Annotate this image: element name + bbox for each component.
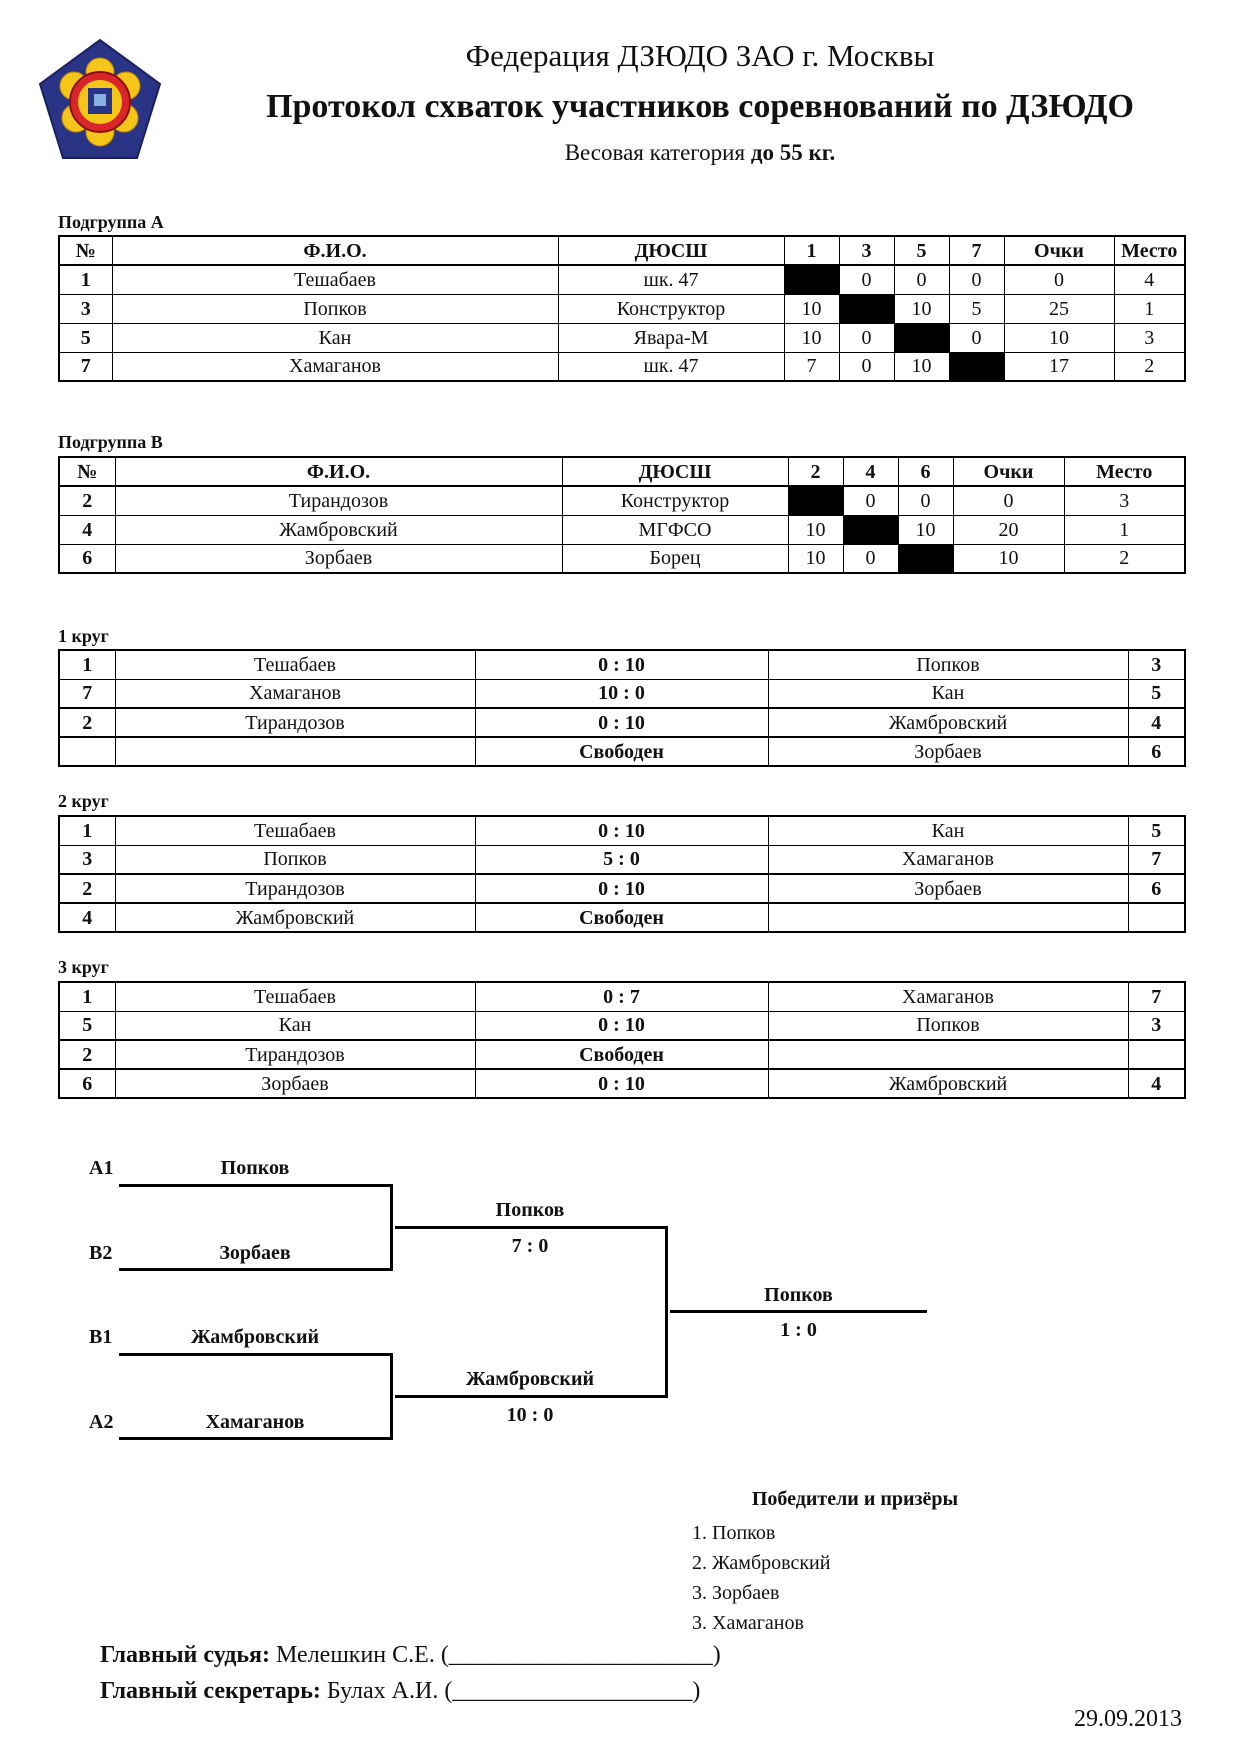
fighter-right	[768, 1040, 1128, 1069]
match-score: 0 : 10	[475, 816, 768, 845]
column-header: 7	[949, 236, 1004, 265]
federation-logo	[36, 38, 164, 166]
bracket-seed-a1: A1	[89, 1157, 114, 1179]
seat-number	[1128, 903, 1185, 932]
fighter-left: Хамаганов	[115, 679, 475, 708]
table-cell: 1	[1064, 515, 1185, 544]
table-cell: 7	[784, 352, 839, 381]
fighter-left: Попков	[115, 845, 475, 874]
match-row	[59, 679, 1185, 708]
bracket-line	[119, 1268, 393, 1271]
table-cell: 0	[898, 486, 953, 515]
participant-name: Хамаганов	[112, 352, 558, 381]
column-header: Место	[1114, 236, 1185, 265]
bracket-final-winner: Попков	[764, 1284, 833, 1306]
seat-number: 5	[1128, 816, 1185, 845]
participant-club: Явара-М	[558, 323, 784, 352]
seat-number: 5	[59, 1011, 115, 1040]
table-cell: 17	[1004, 352, 1114, 381]
participant-number: 4	[59, 515, 115, 544]
seat-number: 5	[1128, 679, 1185, 708]
column-header: 3	[839, 236, 894, 265]
match-row	[59, 1011, 1185, 1040]
table-cell: 3	[1064, 486, 1185, 515]
column-header: 5	[894, 236, 949, 265]
participant-number: 7	[59, 352, 112, 381]
match-score: 5 : 0	[475, 845, 768, 874]
table-row	[59, 515, 1185, 544]
column-header: №	[59, 457, 115, 486]
table-cell	[894, 323, 949, 352]
column-header: Очки	[1004, 236, 1114, 265]
table-header-row	[59, 236, 1185, 265]
fighter-left: Тирандозов	[115, 708, 475, 737]
table-cell: 10	[1004, 323, 1114, 352]
match-score: 0 : 10	[475, 1069, 768, 1098]
fighter-left: Тешабаев	[115, 650, 475, 679]
seat-number: 1	[59, 982, 115, 1011]
table-cell: 3	[1114, 323, 1185, 352]
round-2-table	[58, 815, 1186, 933]
table-cell: 5	[949, 294, 1004, 323]
match-score: 10 : 0	[475, 679, 768, 708]
table-cell: 1	[1114, 294, 1185, 323]
table-cell: 0	[1004, 265, 1114, 294]
table-cell: 0	[843, 544, 898, 573]
table-cell: 0	[949, 323, 1004, 352]
table-cell: 20	[953, 515, 1064, 544]
table-row	[59, 265, 1185, 294]
table-cell: 2	[1064, 544, 1185, 573]
group-b-caption: Подгруппа В	[58, 432, 163, 452]
column-header: 2	[788, 457, 843, 486]
match-score: 0 : 10	[475, 874, 768, 903]
table-row	[59, 323, 1185, 352]
seat-number: 4	[1128, 708, 1185, 737]
table-cell	[898, 544, 953, 573]
table-cell	[788, 486, 843, 515]
group-b-table	[58, 456, 1186, 574]
fighter-right	[768, 903, 1128, 932]
column-header: 4	[843, 457, 898, 486]
participant-number: 5	[59, 323, 112, 352]
participant-number: 6	[59, 544, 115, 573]
table-row	[59, 544, 1185, 573]
table-row	[59, 352, 1185, 381]
bracket-b1-name: Жамбровский	[190, 1326, 320, 1348]
bracket-line	[395, 1226, 668, 1229]
match-row	[59, 737, 1185, 766]
table-row	[59, 486, 1185, 515]
table-cell: 10	[784, 323, 839, 352]
fighter-right: Попков	[768, 650, 1128, 679]
participant-name: Жамбровский	[115, 515, 562, 544]
chief-secretary: Главный секретарь: Булах А.И. (____________________)	[100, 1678, 701, 1704]
participant-number: 3	[59, 294, 112, 323]
match-row	[59, 1040, 1185, 1069]
bracket-semi2-winner: Жамбровский	[465, 1368, 595, 1390]
seat-number: 4	[59, 903, 115, 932]
column-header: Очки	[953, 457, 1064, 486]
fighter-right: Зорбаев	[768, 874, 1128, 903]
bracket-seed-b2: B2	[89, 1242, 113, 1264]
fighter-left: Тирандозов	[115, 874, 475, 903]
fighter-right: Хамаганов	[768, 982, 1128, 1011]
bracket-final-score: 1 : 0	[780, 1319, 817, 1341]
fighter-left: Кан	[115, 1011, 475, 1040]
match-row	[59, 650, 1185, 679]
seat-number: 1	[59, 650, 115, 679]
table-cell	[839, 294, 894, 323]
table-cell	[784, 265, 839, 294]
match-row	[59, 845, 1185, 874]
table-cell: 25	[1004, 294, 1114, 323]
participant-club: Борец	[562, 544, 788, 573]
fighter-left	[115, 737, 475, 766]
bracket-line	[119, 1353, 393, 1356]
match-score: Свободен	[475, 1040, 768, 1069]
table-cell: 10	[894, 294, 949, 323]
fighter-right: Кан	[768, 679, 1128, 708]
column-header: 1	[784, 236, 839, 265]
fighter-left: Тешабаев	[115, 982, 475, 1011]
bracket-semi2-score: 10 : 0	[506, 1404, 554, 1426]
seat-number: 7	[1128, 845, 1185, 874]
bracket-seed-a2: A2	[89, 1411, 114, 1433]
match-score: 0 : 10	[475, 1011, 768, 1040]
federation-name: Федерация ДЗЮДО ЗАО г. Москвы	[465, 38, 935, 73]
seat-number: 7	[59, 679, 115, 708]
fighter-left: Тирандозов	[115, 1040, 475, 1069]
match-score: Свободен	[475, 903, 768, 932]
seat-number	[59, 737, 115, 766]
bracket-line	[395, 1395, 668, 1398]
winner-item: 2. Жамбровский	[692, 1552, 831, 1574]
seat-number: 4	[1128, 1069, 1185, 1098]
column-header: 6	[898, 457, 953, 486]
participant-name: Кан	[112, 323, 558, 352]
table-cell: 10	[898, 515, 953, 544]
seat-number: 2	[59, 1040, 115, 1069]
winner-item: 3. Хамаганов	[692, 1612, 804, 1634]
participant-number: 2	[59, 486, 115, 515]
table-cell: 0	[843, 486, 898, 515]
round-1-caption: 1 круг	[58, 626, 109, 646]
bracket-b2-name: Зорбаев	[219, 1242, 291, 1264]
round-3-table	[58, 981, 1186, 1099]
seat-number: 1	[59, 816, 115, 845]
match-row	[59, 708, 1185, 737]
match-row	[59, 982, 1185, 1011]
seat-number	[1128, 1040, 1185, 1069]
bracket-semi1-score: 7 : 0	[511, 1235, 549, 1257]
group-a-table	[58, 235, 1186, 382]
chief-judge: Главный судья: Мелешкин С.Е. (______________________)	[100, 1642, 721, 1668]
match-score: 0 : 10	[475, 650, 768, 679]
winner-item: 1. Попков	[692, 1522, 776, 1544]
match-row	[59, 903, 1185, 932]
participant-club: шк. 47	[558, 265, 784, 294]
bracket-line	[390, 1184, 393, 1271]
participant-club: МГФСО	[562, 515, 788, 544]
match-row	[59, 816, 1185, 845]
table-cell: 2	[1114, 352, 1185, 381]
seat-number: 6	[1128, 874, 1185, 903]
participant-name: Тешабаев	[112, 265, 558, 294]
bracket-line	[390, 1353, 393, 1440]
fighter-right: Хамаганов	[768, 845, 1128, 874]
seat-number: 7	[1128, 982, 1185, 1011]
weight-category: Весовая категория до 55 кг.	[564, 140, 836, 165]
bracket-a1-name: Попков	[220, 1157, 290, 1179]
participant-name: Тирандозов	[115, 486, 562, 515]
bracket-seed-b1: B1	[89, 1326, 113, 1348]
round-3-caption: 3 круг	[58, 957, 109, 977]
winners-title: Победители и призёры	[751, 1488, 959, 1510]
bracket-a2-name: Хамаганов	[205, 1411, 305, 1433]
winner-item: 3. Зорбаев	[692, 1582, 780, 1604]
participant-club: Конструктор	[558, 294, 784, 323]
table-cell: 10	[894, 352, 949, 381]
column-header: Ф.И.О.	[112, 236, 558, 265]
column-header: Место	[1064, 457, 1185, 486]
fighter-left: Жамбровский	[115, 903, 475, 932]
table-row	[59, 294, 1185, 323]
fighter-right: Кан	[768, 816, 1128, 845]
round-1-table	[58, 649, 1186, 767]
table-cell: 0	[839, 265, 894, 294]
round-2-caption: 2 круг	[58, 791, 109, 811]
bracket-line	[119, 1184, 393, 1187]
column-header: ДЮСШ	[558, 236, 784, 265]
bracket-line	[665, 1226, 668, 1398]
match-row	[59, 874, 1185, 903]
participant-club: Конструктор	[562, 486, 788, 515]
fighter-right: Зорбаев	[768, 737, 1128, 766]
fighter-right: Жамбровский	[768, 708, 1128, 737]
table-cell	[949, 352, 1004, 381]
page-title: Протокол схваток участников соревнований по ДЗЮДО	[266, 88, 1134, 125]
table-cell: 0	[894, 265, 949, 294]
table-cell: 0	[949, 265, 1004, 294]
participant-club: шк. 47	[558, 352, 784, 381]
fighter-right: Попков	[768, 1011, 1128, 1040]
group-a-caption: Подгруппа А	[58, 212, 164, 232]
participant-number: 1	[59, 265, 112, 294]
table-cell: 0	[953, 486, 1064, 515]
table-cell: 10	[784, 294, 839, 323]
bracket-line	[670, 1310, 927, 1313]
match-score: 0 : 10	[475, 708, 768, 737]
column-header: №	[59, 236, 112, 265]
table-cell: 10	[953, 544, 1064, 573]
winners-list	[692, 1518, 830, 1638]
seat-number: 3	[59, 845, 115, 874]
table-cell: 0	[839, 352, 894, 381]
column-header: ДЮСШ	[562, 457, 788, 486]
table-cell: 10	[788, 544, 843, 573]
seat-number: 3	[1128, 650, 1185, 679]
table-cell: 4	[1114, 265, 1185, 294]
match-score: Свободен	[475, 737, 768, 766]
participant-name: Попков	[112, 294, 558, 323]
document-date: 29.09.2013	[1074, 1706, 1182, 1732]
table-header-row	[59, 457, 1185, 486]
table-cell: 0	[839, 323, 894, 352]
participant-name: Зорбаев	[115, 544, 562, 573]
seat-number: 2	[59, 708, 115, 737]
match-score: 0 : 7	[475, 982, 768, 1011]
match-row	[59, 1069, 1185, 1098]
bracket-semi1-winner: Попков	[495, 1199, 565, 1221]
seat-number: 2	[59, 874, 115, 903]
seat-number: 6	[1128, 737, 1185, 766]
table-cell: 10	[788, 515, 843, 544]
fighter-left: Тешабаев	[115, 816, 475, 845]
table-cell	[843, 515, 898, 544]
fighter-right: Жамбровский	[768, 1069, 1128, 1098]
bracket-line	[119, 1437, 393, 1440]
seat-number: 6	[59, 1069, 115, 1098]
seat-number: 3	[1128, 1011, 1185, 1040]
fighter-left: Зорбаев	[115, 1069, 475, 1098]
column-header: Ф.И.О.	[115, 457, 562, 486]
